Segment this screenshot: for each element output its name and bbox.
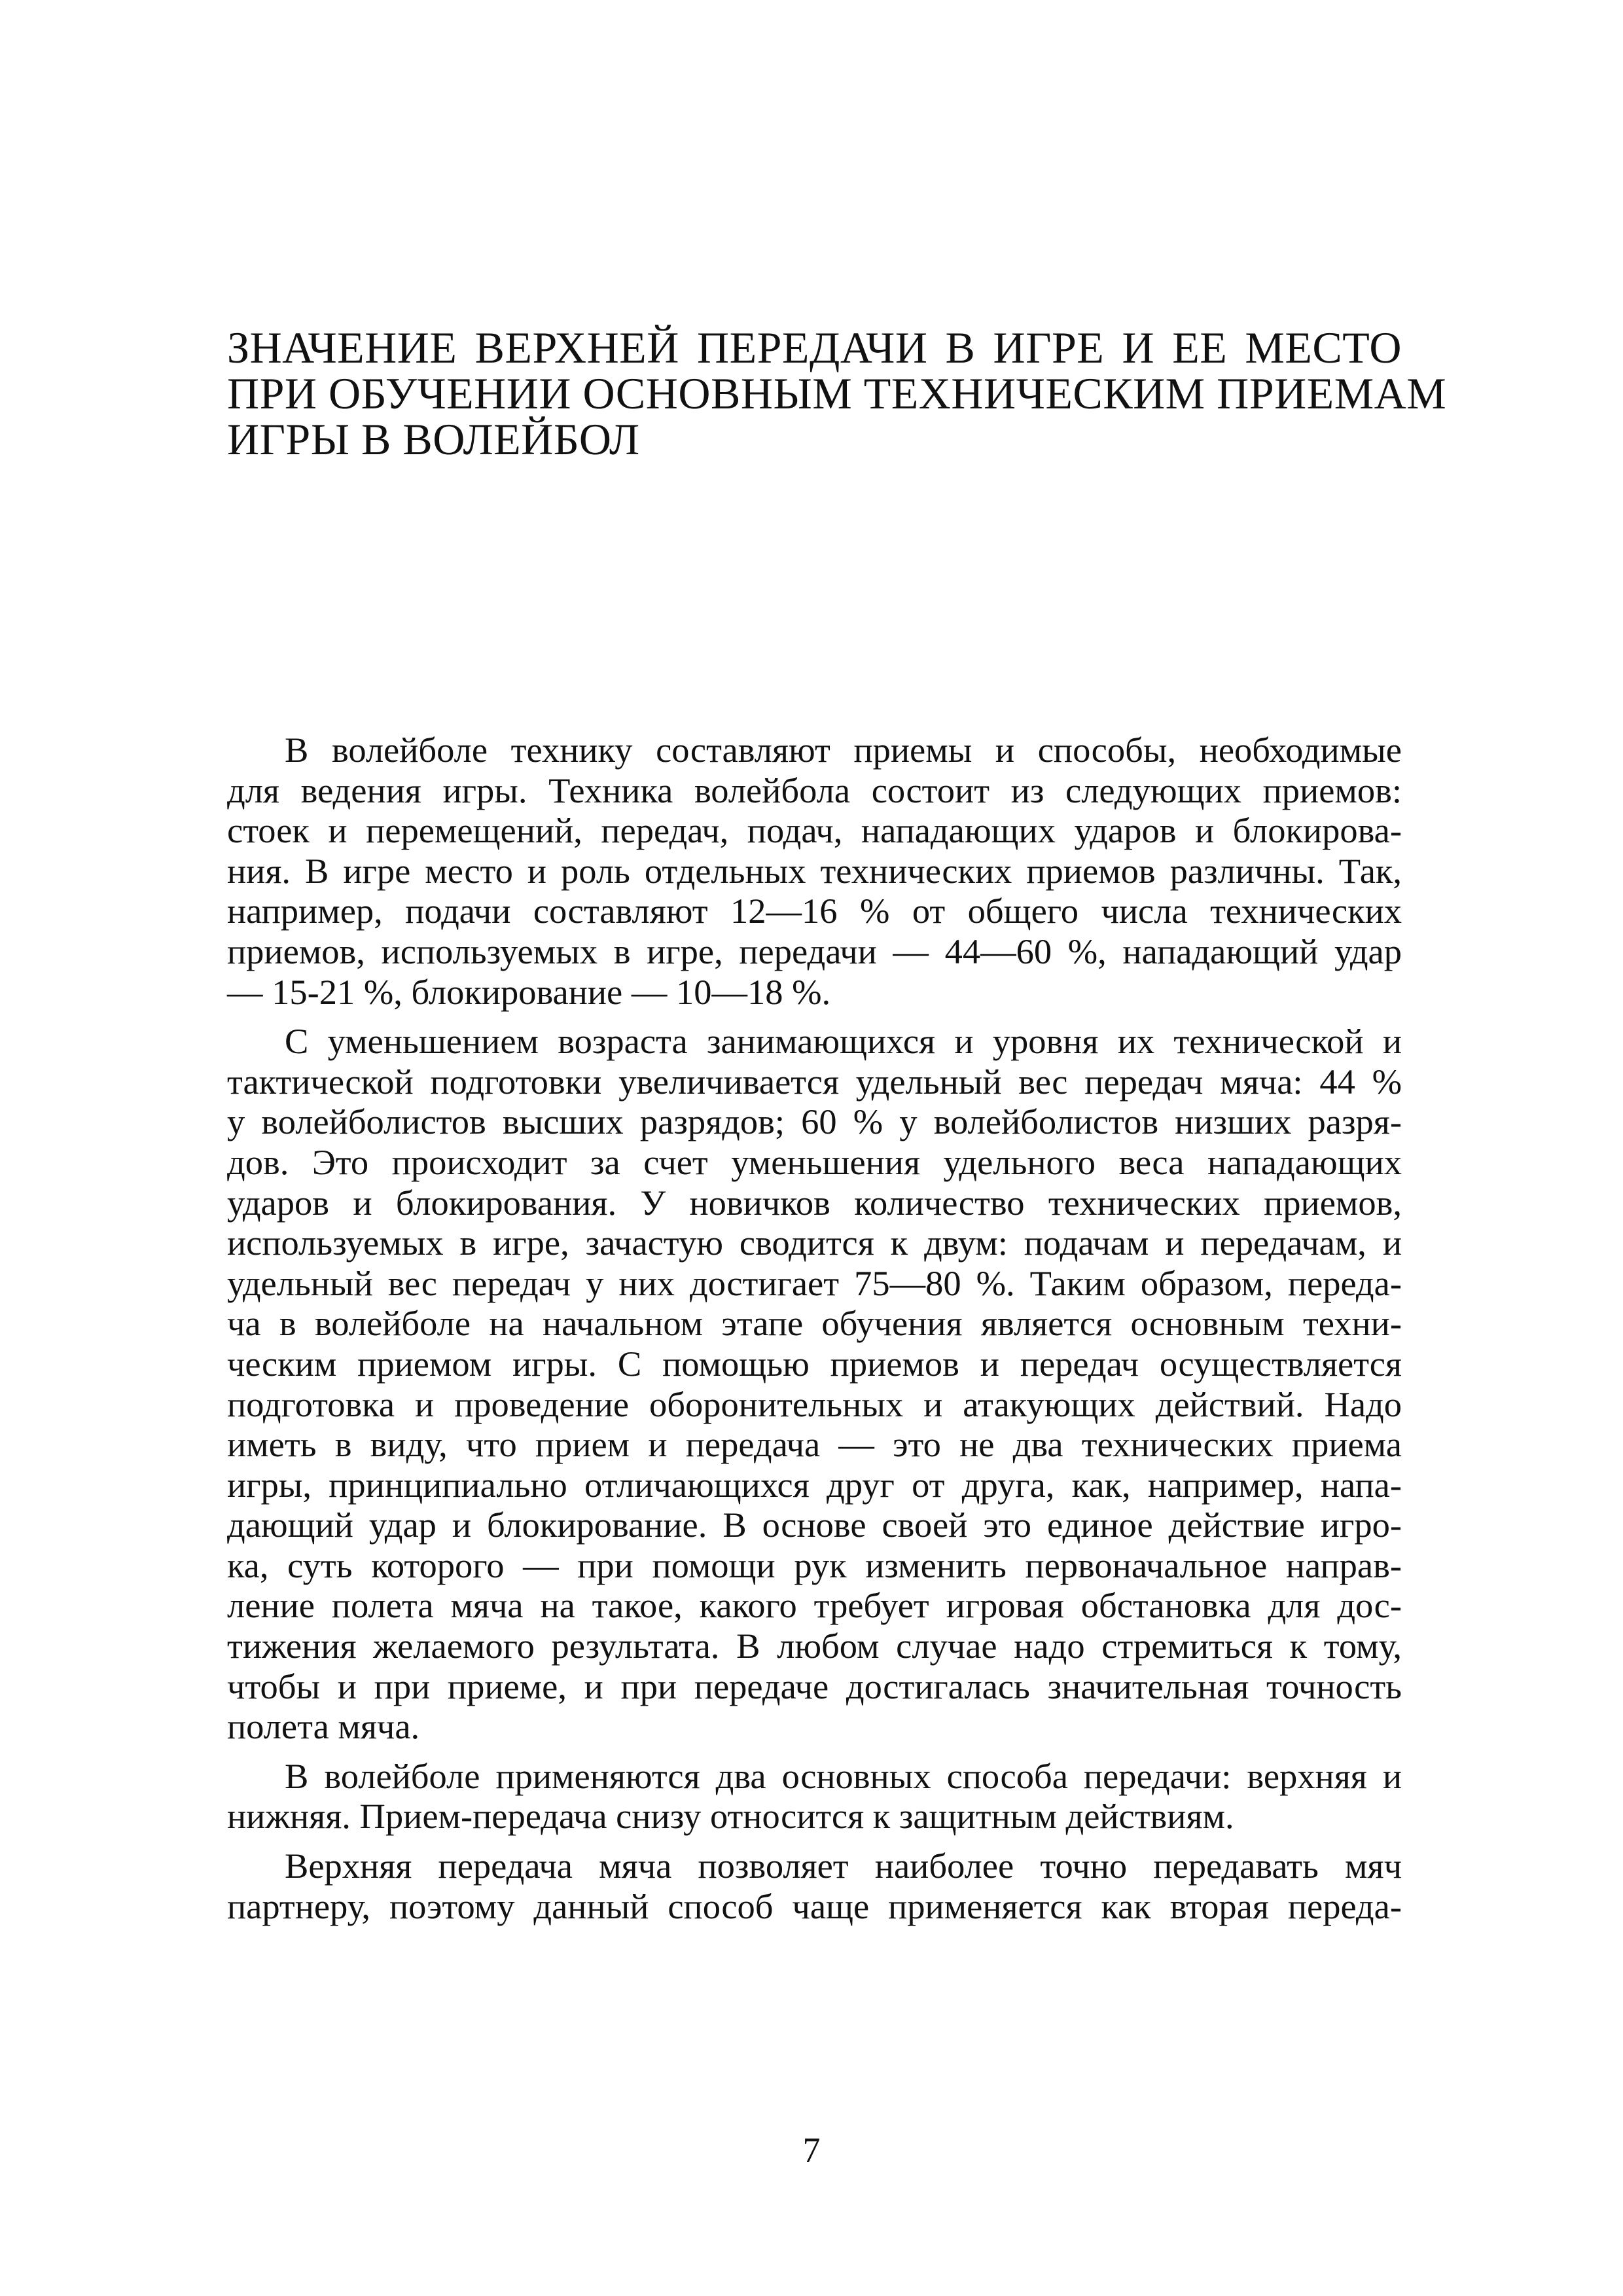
text-line: ния. В игре место и роль отдельных технических приемов различны. Так, xyxy=(227,850,1402,891)
chapter-title xyxy=(227,323,1447,464)
text-line: С уменьшением возраста занимающихся и уровня их технической и xyxy=(285,1021,1402,1062)
text-line: для ведения игры. Техника волейбола состоит из следующих приемов: xyxy=(227,770,1402,810)
text-line: у волейболистов высших разрядов; 60 % у волейболистов низших разря- xyxy=(227,1102,1402,1142)
chapter-title-line: ИГРЫ В ВОЛЕЙБОЛ xyxy=(227,414,640,464)
paragraph-3 xyxy=(227,1756,1402,1837)
page-number: 7 xyxy=(802,2130,821,2170)
text-line: стоек и перемещений, передач, подач, нападающих ударов и блокирова- xyxy=(227,810,1402,851)
text-line: ударов и блокирования. У новичков количество технических приемов, xyxy=(227,1182,1402,1223)
text-line: полета мяча. xyxy=(227,1706,420,1747)
text-line: ление полета мяча на такое, какого требует игровая обстановка для дос- xyxy=(227,1585,1402,1626)
body-text xyxy=(227,730,1402,1926)
paragraph-4 xyxy=(227,1846,1402,1926)
text-line: иметь в виду, что прием и передача — это не два технических приема xyxy=(227,1424,1402,1465)
text-line: В волейболе технику составляют приемы и способы, необходимые xyxy=(285,730,1402,770)
text-line: например, подачи составляют 12—16 % от общего числа технических xyxy=(227,891,1402,931)
text-line: чтобы и при приеме, и при передаче достигалась значительная точность xyxy=(227,1666,1402,1706)
text-line: приемов, используемых в игре, передачи — 44—60 %, нападающий удар xyxy=(227,931,1402,971)
text-line: — 15-21 %, блокирование — 10—18 %. xyxy=(227,971,831,1012)
chapter-title-line: ЗНАЧЕНИЕ ВЕРХНЕЙ ПЕРЕДАЧИ В ИГРЕ И ЕЕ МЕСТО xyxy=(227,323,1402,372)
paragraph-2 xyxy=(227,1021,1402,1747)
text-line: партнеру, поэтому данный способ чаще применяется как вторая переда- xyxy=(227,1886,1402,1926)
text-line: ка, суть которого — при помощи рук изменить первоначальное направ- xyxy=(227,1545,1402,1585)
chapter-title-line: ПРИ ОБУЧЕНИИ ОСНОВНЫМ ТЕХНИЧЕСКИМ ПРИЕМАМ xyxy=(227,368,1447,418)
text-line: игры, принципиально отличающихся друг от друга, как, например, напа- xyxy=(227,1464,1402,1505)
text-line: дов. Это происходит за счет уменьшения удельного веса нападающих xyxy=(227,1141,1402,1182)
text-line: нижняя. Прием-передача снизу относится к защитным действиям. xyxy=(227,1796,1234,1837)
text-line: ча в волейболе на начальном этапе обучения является основным техни- xyxy=(227,1303,1402,1344)
text-line: Верхняя передача мяча позволяет наиболее точно передавать мяч xyxy=(285,1846,1402,1886)
text-line: используемых в игре, зачастую сводится к двум: подачам и передачам, и xyxy=(227,1223,1402,1263)
text-line: дающий удар и блокирование. В основе своей это единое действие игро- xyxy=(227,1505,1402,1545)
text-line: тактической подготовки увеличивается удельный вес передач мяча: 44 % xyxy=(227,1061,1402,1102)
paragraph-1 xyxy=(227,730,1402,1012)
text-line: удельный вес передач у них достигает 75—80 %. Таким образом, переда- xyxy=(227,1263,1402,1303)
text-line: ческим приемом игры. С помощью приемов и передач осуществляется xyxy=(227,1343,1402,1384)
text-line: тижения желаемого результата. В любом случае надо стремиться к тому, xyxy=(227,1626,1402,1666)
text-line: В волейболе применяются два основных способа передачи: верхняя и xyxy=(285,1755,1402,1796)
text-line: подготовка и проведение оборонительных и атакующих действий. Надо xyxy=(227,1384,1402,1424)
